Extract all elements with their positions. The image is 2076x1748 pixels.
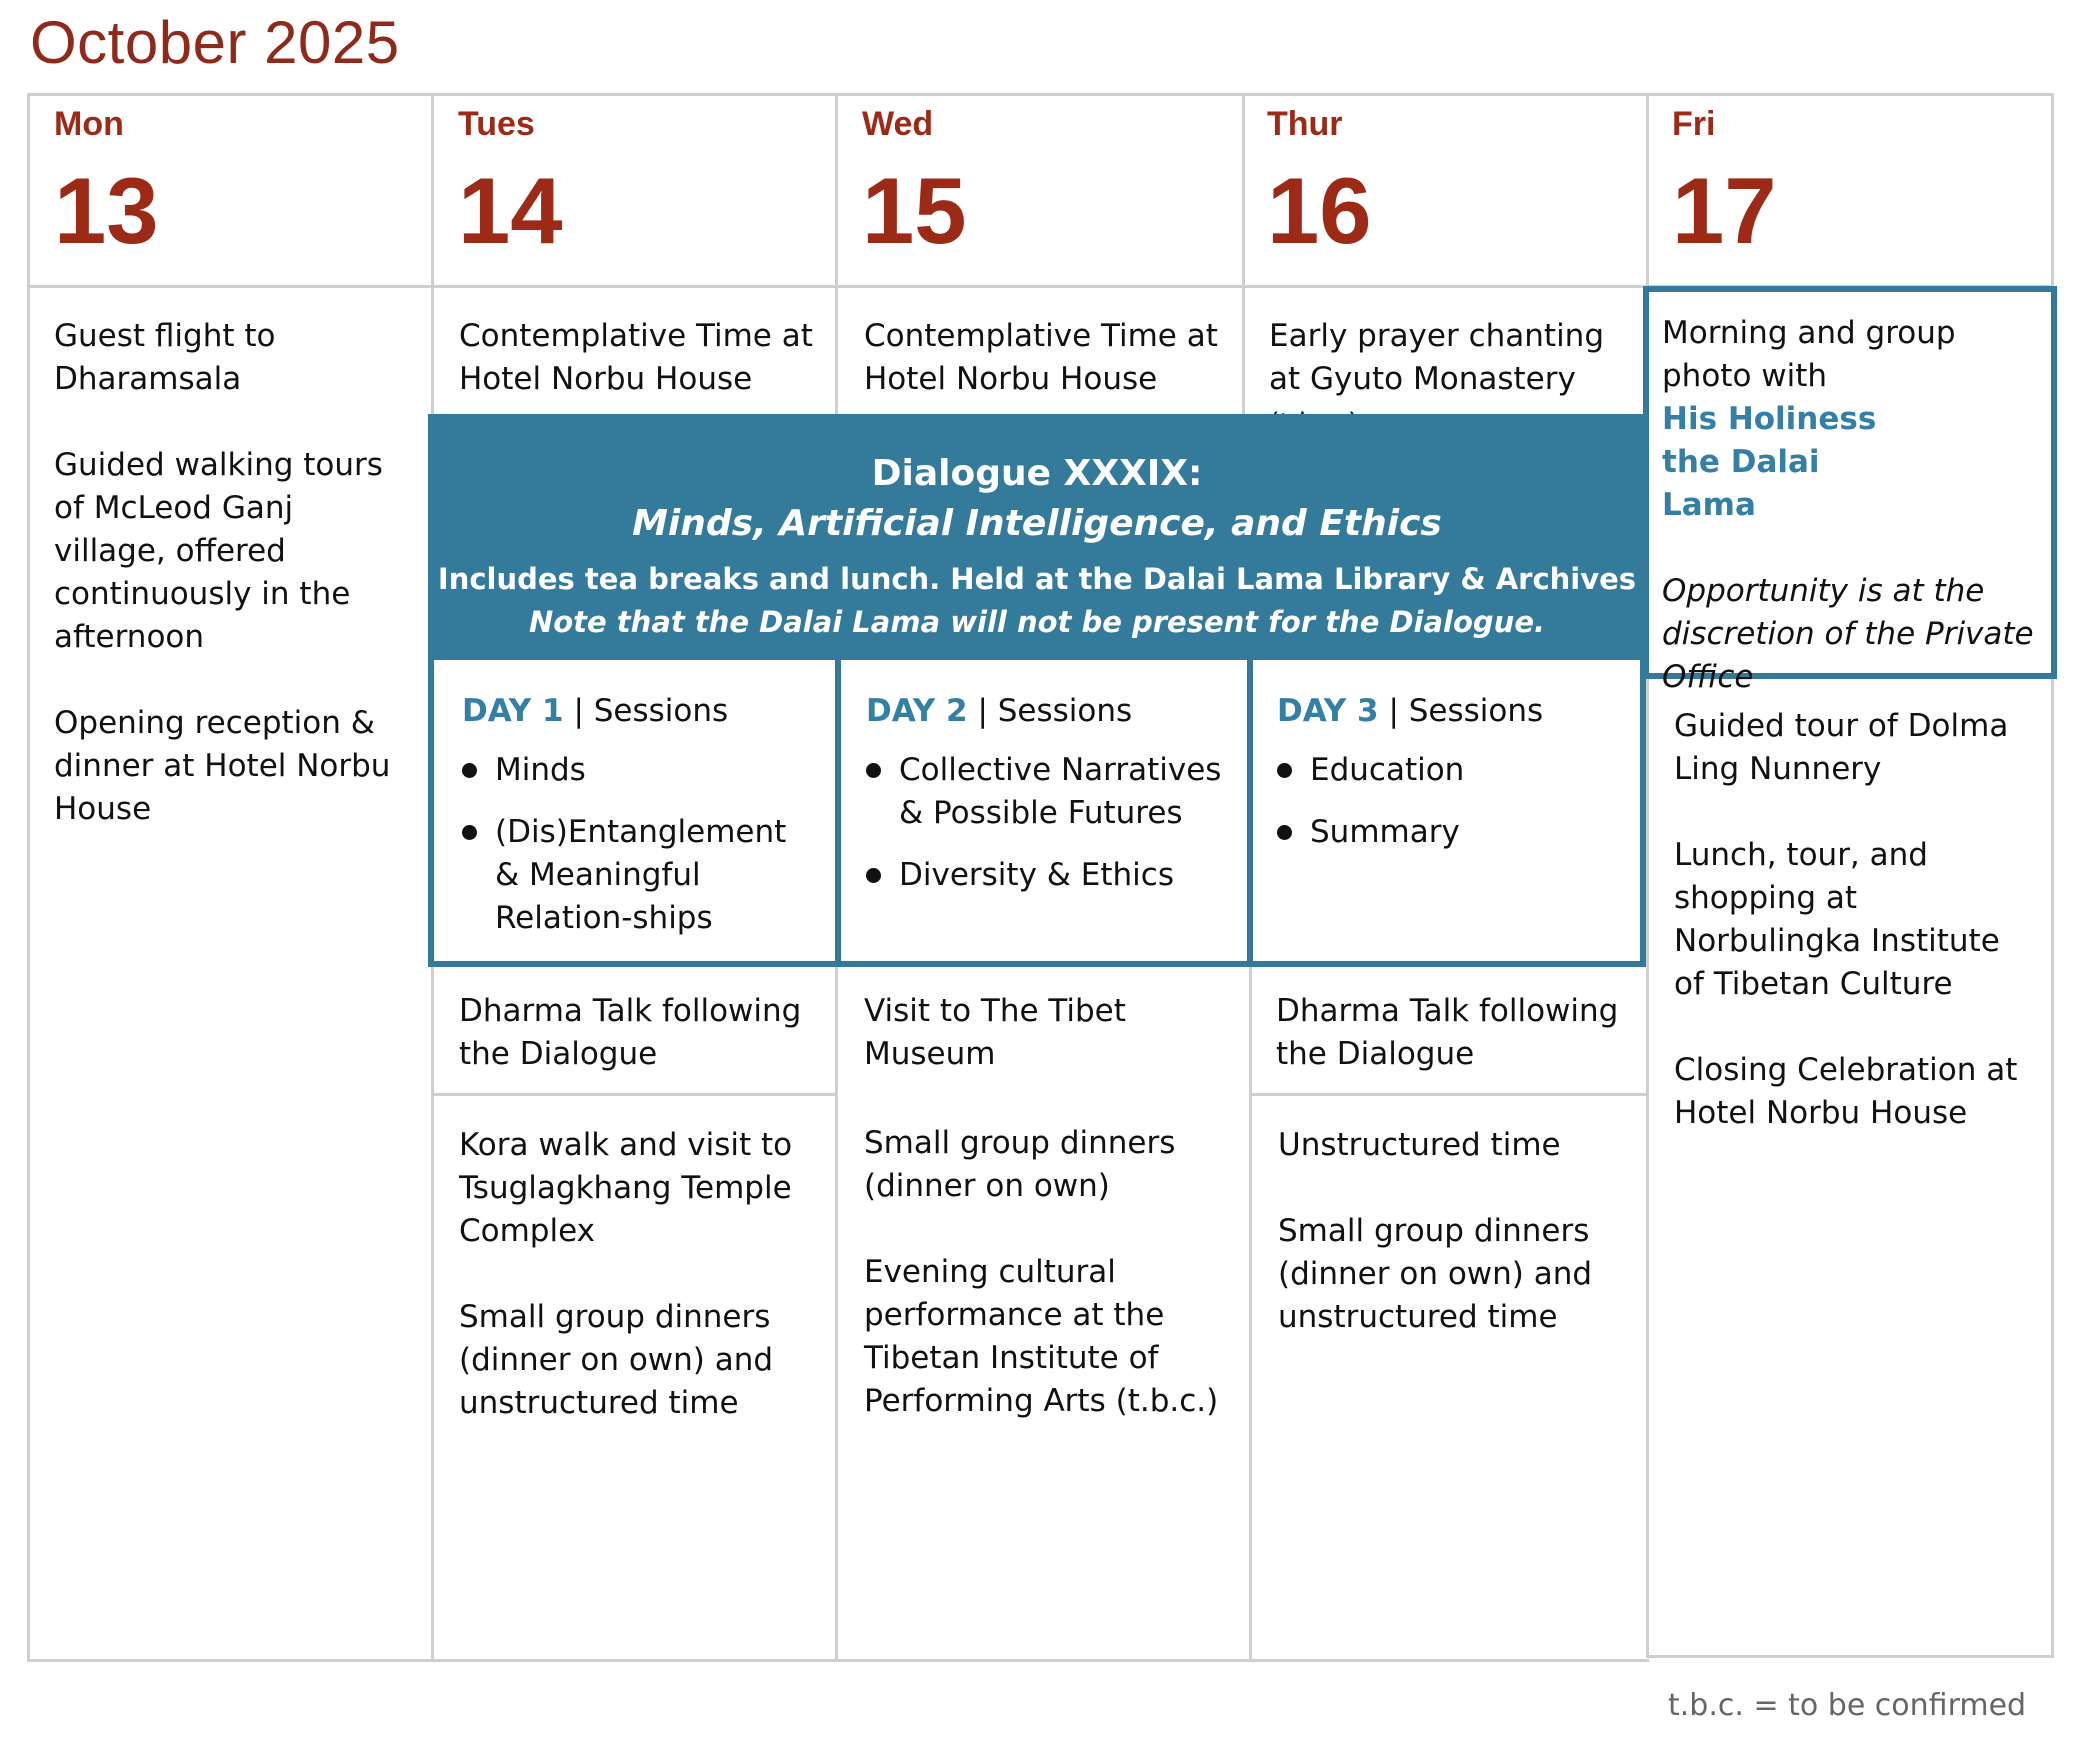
day-label: DAY 3 — [1277, 693, 1379, 729]
event-text: Early prayer chanting at Gyuto Monastery — [1269, 318, 1605, 397]
event-text: Evening cultural performance at the Tibetan Institute of Performing Arts — [864, 1254, 1165, 1419]
event-text: Morning and group photo with — [1662, 315, 1956, 394]
separator: | — [1388, 693, 1399, 729]
day-number: 14 — [458, 158, 563, 263]
event-text: Guest flight to Dharamsala — [54, 318, 276, 397]
sessions-label: Sessions — [997, 693, 1133, 729]
day-header-wed — [862, 105, 967, 263]
event-text: Unstructured time — [1278, 1127, 1561, 1163]
separator: | — [977, 693, 988, 729]
session-list — [1277, 749, 1620, 854]
dialogue-day-2-box — [835, 654, 1253, 967]
tue-morning — [459, 315, 819, 401]
day-number: 17 — [1672, 158, 1777, 263]
fri-audience-box — [1643, 286, 2057, 695]
event-text: Kora walk and visit to Tsuglagkhang Temple Complex — [459, 1127, 793, 1249]
tue-afternoon — [459, 990, 819, 1076]
session-list — [866, 749, 1227, 897]
event-text-with-tbc — [864, 1251, 1224, 1423]
tue-evening — [459, 1124, 819, 1425]
thu-afternoon-divider — [1249, 1093, 1649, 1096]
discretion-note: Opportunity is at the discretion of the Private Office — [1662, 573, 2034, 695]
session-item: (Dis)Entanglement & Meaningful Relation-ships — [462, 811, 815, 940]
session-item: Education — [1277, 749, 1620, 792]
sessions-label: Sessions — [1408, 693, 1544, 729]
day-name: Thur — [1267, 105, 1343, 143]
event-text: Small group dinners (dinner on own) — [864, 1125, 1176, 1204]
event-text: Visit to The Tibet Museum — [864, 993, 1126, 1072]
dialogue-day-1-box — [428, 654, 841, 967]
dialogue-info: Includes tea breaks and lunch. Held at the Dalai Lama Library & Archives — [437, 562, 1637, 596]
day-header-thu — [1267, 105, 1372, 263]
audience-text — [1662, 312, 2039, 699]
wed-evening — [864, 1122, 1224, 1423]
session-heading — [1277, 690, 1620, 733]
event-text: Closing Celebration at Hotel Norbu House — [1674, 1052, 2018, 1131]
day-name: Mon — [54, 105, 124, 143]
dialogue-subtitle: Minds, Artificial Intelligence, and Ethics — [632, 503, 1442, 544]
day-number: 15 — [862, 158, 967, 263]
dialogue-note: Note that the Dalai Lama will not be present for the Dialogue. — [528, 605, 1546, 639]
event-text: Small group dinners (dinner on own) and unstructured time — [1278, 1213, 1593, 1335]
dialogue-day-3-box — [1247, 654, 1646, 967]
day-name: Tues — [458, 105, 535, 143]
wed-morning — [864, 315, 1224, 401]
day-number: 13 — [54, 158, 159, 263]
mon-events — [54, 315, 414, 831]
grid-bottom-border — [27, 1659, 1649, 1662]
wed-afternoon — [864, 990, 1224, 1076]
session-item: Collective Narratives & Possible Futures — [866, 749, 1227, 835]
event-text: Guided tour of Dolma Ling Nunnery — [1674, 708, 2009, 787]
highlight-his-holiness: His Holiness the Dalai Lama — [1662, 401, 1877, 523]
tue-afternoon-divider — [431, 1093, 835, 1096]
tbc-marker: (t.b.c.) — [1115, 1383, 1219, 1419]
page-title: October 2025 — [30, 9, 400, 76]
col-divider-3-lower — [1249, 960, 1252, 1662]
sessions-label: Sessions — [593, 693, 729, 729]
event-text: Small group dinners (dinner on own) and unstructured time — [459, 1299, 774, 1421]
day-label: DAY 2 — [866, 693, 968, 729]
session-heading — [866, 690, 1227, 733]
thu-afternoon — [1276, 990, 1636, 1076]
thu-evening — [1278, 1124, 1638, 1339]
day-name: Fri — [1672, 105, 1716, 143]
session-item: Summary — [1277, 811, 1620, 854]
event-text: Dharma Talk following the Dialogue — [459, 993, 802, 1072]
session-item: Diversity & Ethics — [866, 854, 1227, 897]
separator: | — [573, 693, 584, 729]
day-number: 16 — [1267, 158, 1372, 263]
event-text: Lunch, tour, and shopping at Norbulingka Institute of Tibetan Culture — [1674, 837, 2000, 1002]
session-list — [462, 749, 815, 940]
day-header-mon — [54, 105, 159, 263]
grid-left-border — [27, 93, 30, 1662]
dialogue-banner — [428, 414, 1646, 660]
event-text: Opening reception & dinner at Hotel Norbu House — [54, 705, 391, 827]
footnote: t.b.c. = to be confirmed — [1668, 1688, 2027, 1723]
day-header-tue — [458, 105, 563, 263]
dialogue-title: Dialogue XXXIX: — [871, 453, 1203, 494]
event-text: Dharma Talk following the Dialogue — [1276, 993, 1619, 1072]
session-item: Minds — [462, 749, 815, 792]
event-text: Guided walking tours of McLeod Ganj village, offered continuously in the afternoon — [54, 447, 383, 655]
day-label: DAY 1 — [462, 693, 564, 729]
event-text: Contemplative Time at Hotel Norbu House — [864, 318, 1218, 397]
grid-top-border — [27, 93, 2054, 96]
fri-bottom-border — [1646, 1655, 2054, 1658]
day-name: Wed — [862, 105, 934, 143]
col-divider-3 — [1242, 93, 1245, 418]
session-heading — [462, 690, 815, 733]
day-header-fri — [1672, 105, 1777, 263]
fri-events — [1674, 705, 2039, 1135]
event-text: Contemplative Time at Hotel Norbu House — [459, 318, 813, 397]
